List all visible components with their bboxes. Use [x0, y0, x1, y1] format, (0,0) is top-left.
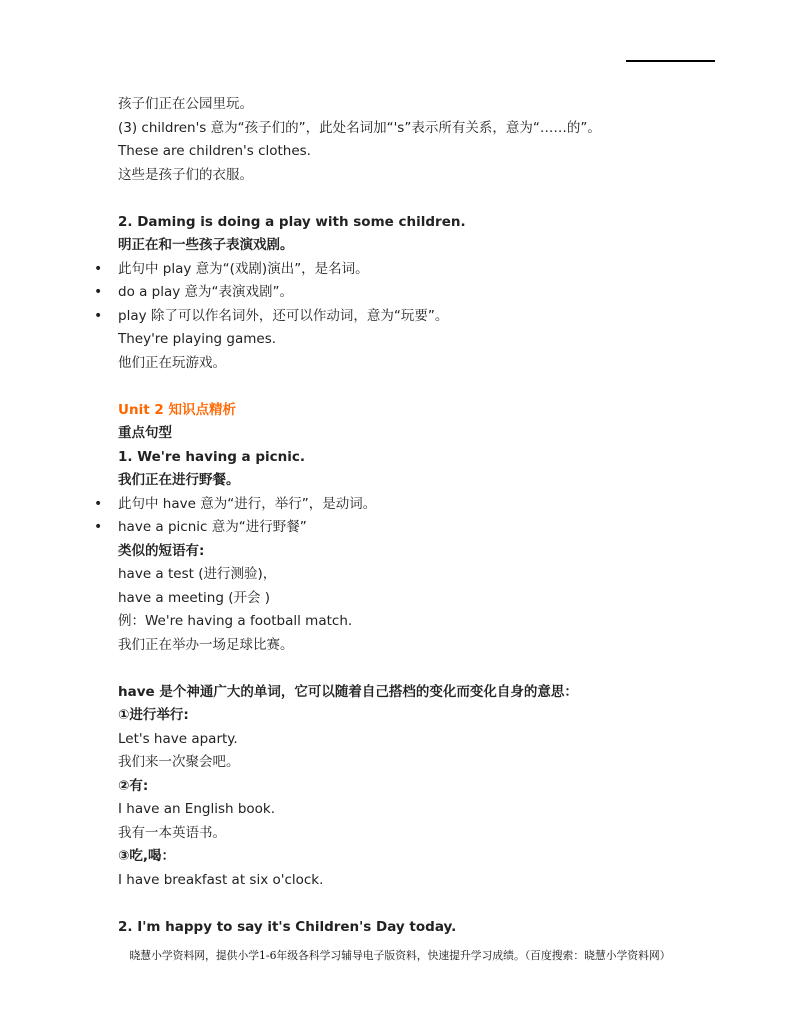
text-line: I have breakfast at six o'clock. [118, 871, 324, 888]
blank-line [118, 375, 738, 399]
bold-line: 类似的短语有: [118, 542, 205, 559]
text-line: 这些是孩子们的衣服。 [118, 166, 253, 183]
page-footer: 晓慧小学资料网，提供小学1-6年级各科学习辅导电子版资料，快速提升学习成绩。（百度搜索：晓慧小学资料网） [129, 949, 671, 962]
bold-line: ③吃,喝： [118, 848, 176, 864]
text-line: 例：We're having a football match. [118, 613, 353, 629]
bullet-item: • do a play 意为“表演戏剧”。 [118, 281, 738, 305]
bullet-item: • play 除了可以作名词外，还可以作动词，意为“玩要”。 [118, 305, 738, 329]
text-line: Let's have aparty. [118, 730, 238, 747]
section-heading: Unit 2 知识点精析 [118, 401, 236, 418]
blank-line [118, 892, 738, 916]
text-line: 我们正在举办一场足球比赛。 [118, 636, 294, 653]
blank-line [118, 657, 738, 681]
bullet-item: • 此句中 play 意为“(戏剧)演出”，是名词。 [118, 258, 738, 282]
text-line: have a test (进行测验)， [118, 566, 277, 582]
text-line: They're playing games. [118, 331, 277, 347]
bold-line: 我们正在进行野餐。 [118, 472, 240, 488]
text-line: 孩子们正在公园里玩。 [118, 96, 253, 112]
document-body [118, 93, 738, 939]
text-line: 他们正在玩游戏。 [118, 354, 226, 371]
bold-line: have 是个神通广大的单词，它可以随着自己搭档的变化而变化自身的意思： [118, 683, 578, 700]
text-line: have a meeting (开会 ) [118, 589, 271, 606]
bold-line: 明正在和一些孩子表演戏剧。 [118, 237, 294, 253]
bold-line: 重点句型 [118, 425, 172, 441]
bullet-item: • have a picnic 意为“进行野餐” [118, 516, 738, 540]
bold-line: ①进行举行: [118, 707, 189, 723]
bold-line: ②有: [118, 777, 149, 794]
text-line: (3) children's 意为“孩子们的”，此处名词加“'s”表示所有关系，意为“……的”。 [118, 119, 601, 136]
bullet-item: • 此句中 have 意为“进行，举行”，是动词。 [118, 493, 738, 517]
text-line: I have an English book. [118, 801, 276, 817]
text-line: These are children's clothes. [118, 143, 311, 159]
text-line: 我有一本英语书。 [118, 824, 226, 841]
bold-line: 2. Daming is doing a play with some children. [118, 213, 466, 230]
text-line: 我们来一次聚会吧。 [118, 754, 240, 770]
blank-line [118, 187, 738, 211]
header-rule [626, 60, 715, 62]
bold-line: 1. We're having a picnic. [118, 448, 306, 465]
bold-line: 2. I'm happy to say it's Children's Day today. [118, 918, 457, 935]
